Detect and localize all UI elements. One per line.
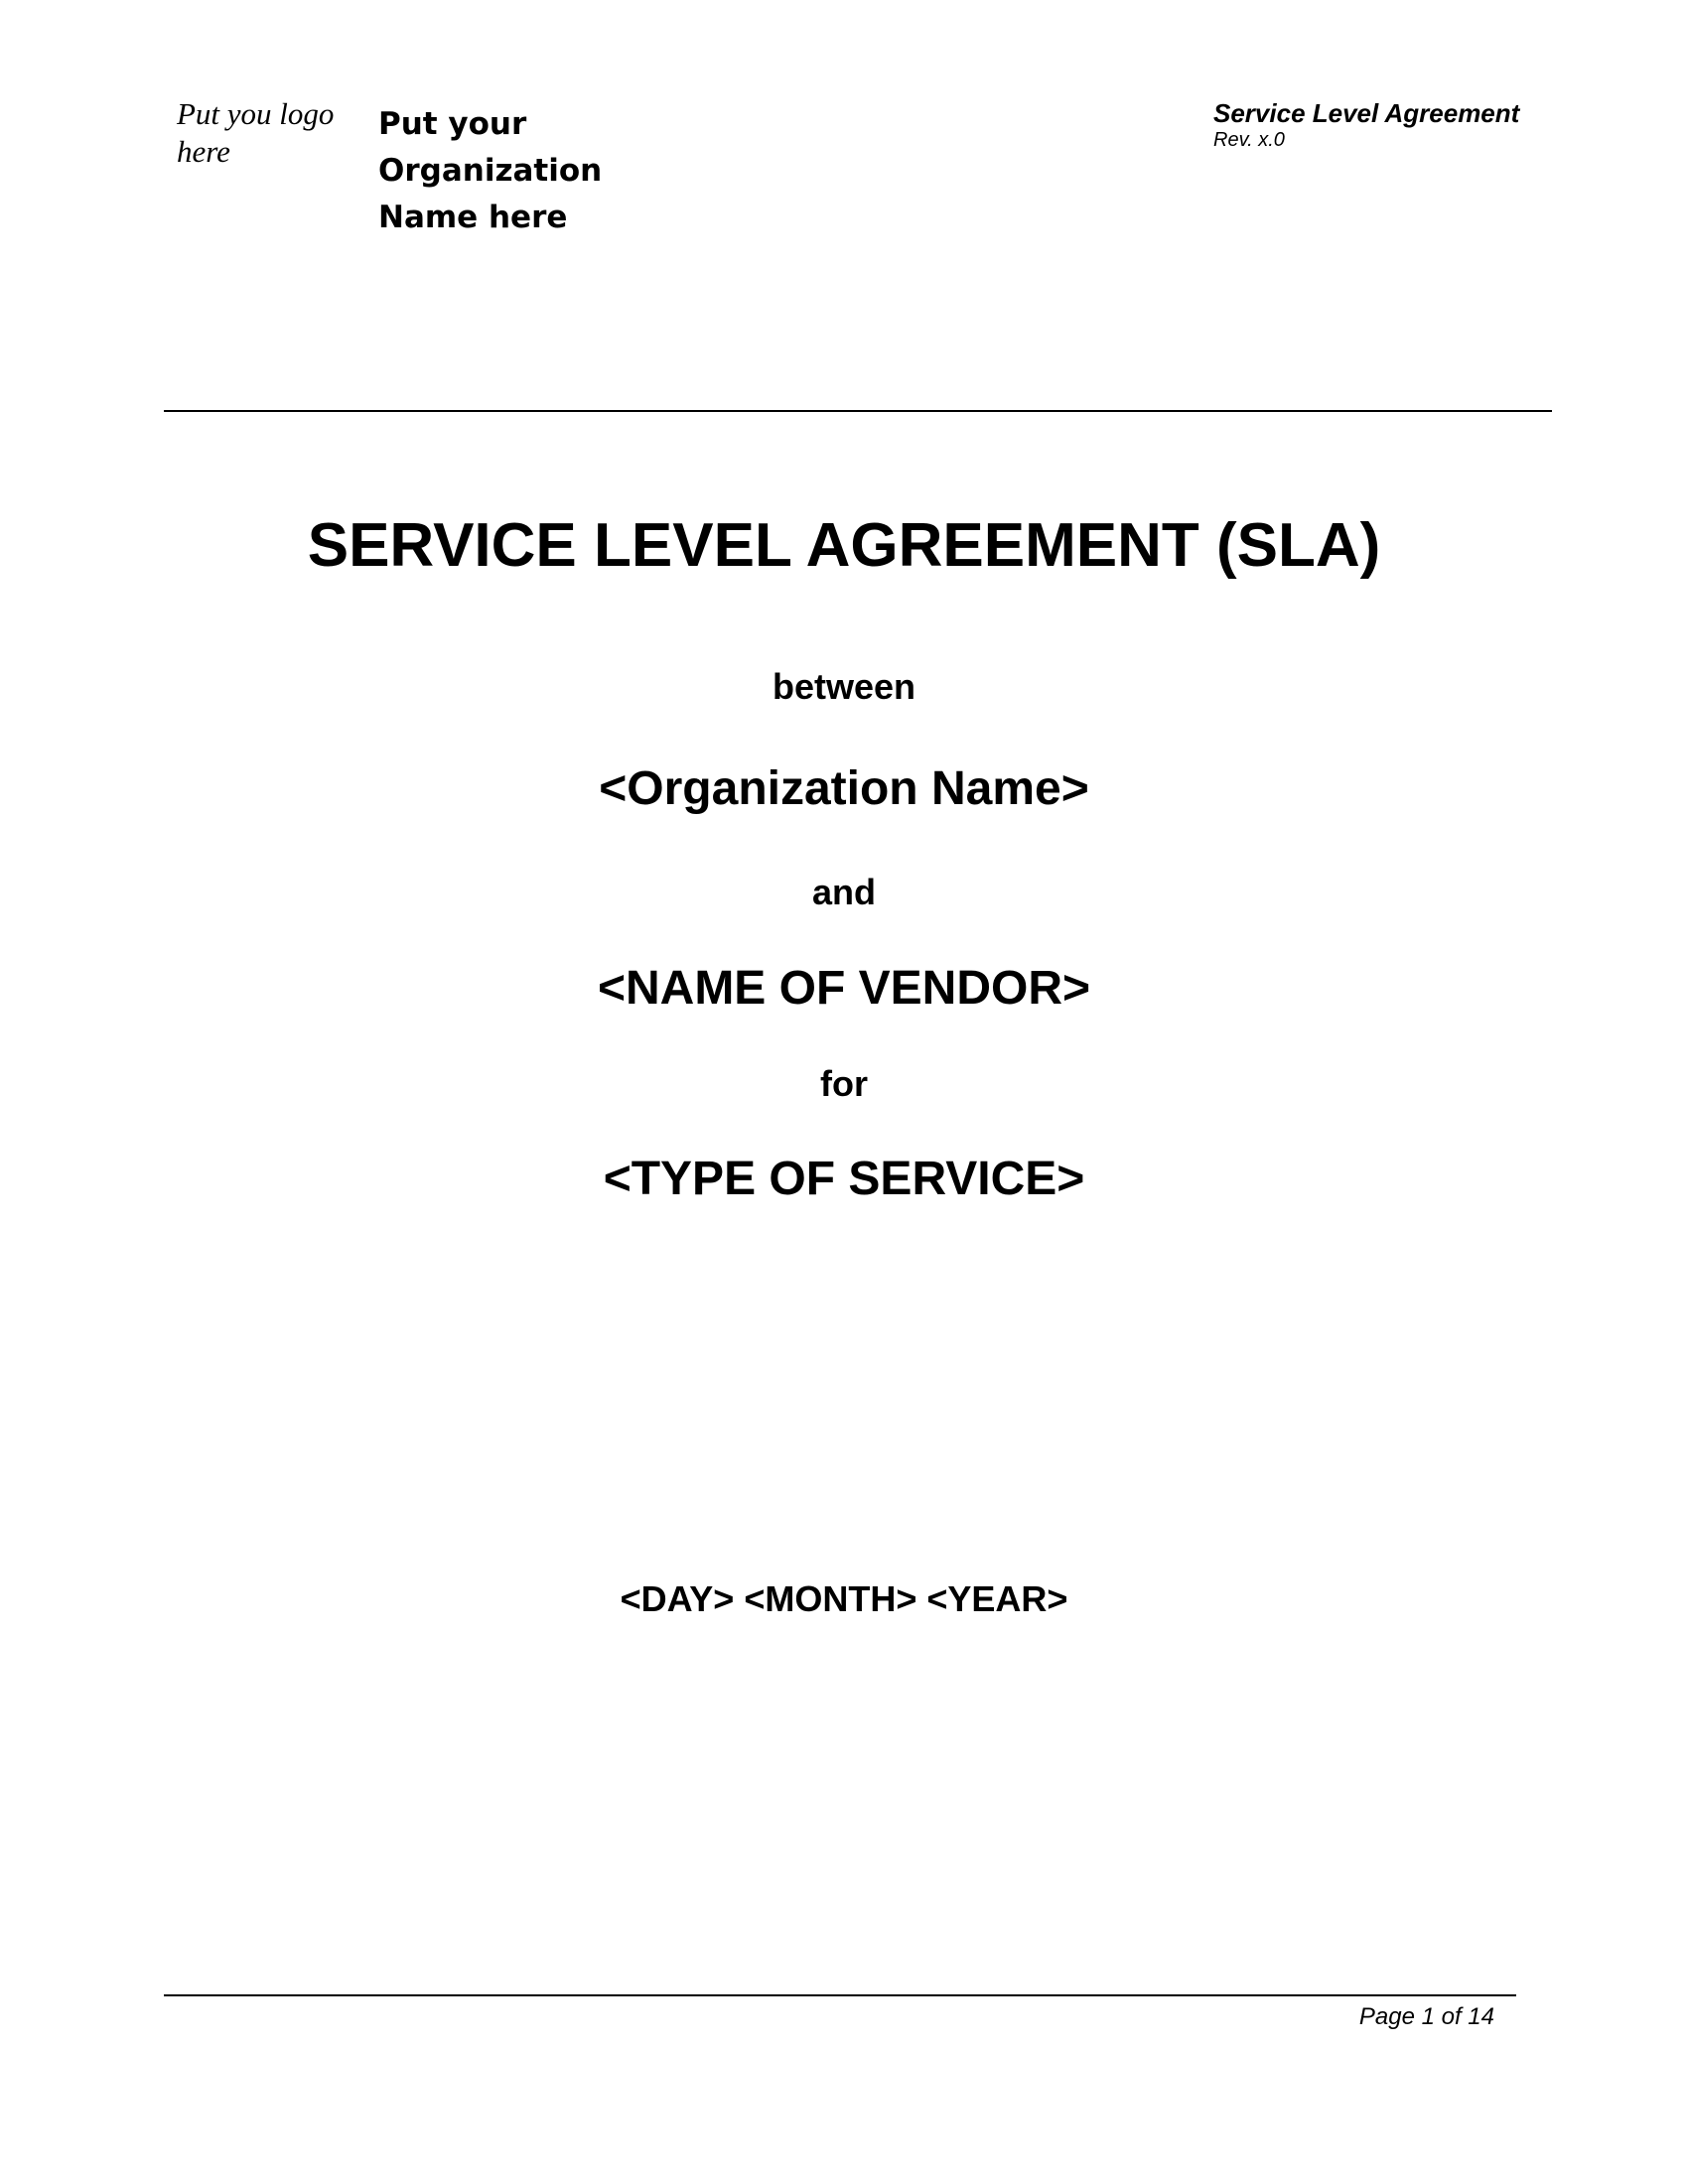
page-number: Page 1 of 14 [1358, 2003, 1494, 2030]
page-title: SERVICE LEVEL AGREEMENT (SLA) [307, 511, 1381, 580]
service-type: <TYPE OF SERVICE> [603, 1153, 1085, 1205]
header-divider [164, 410, 1552, 412]
footer-divider [164, 1994, 1516, 1996]
organization-name: <Organization Name> [599, 762, 1089, 815]
header-document-title: Service Level Agreement [1213, 98, 1520, 128]
between-label: between [772, 666, 916, 707]
and-label: and [811, 872, 876, 912]
agreement-date: <DAY> <MONTH> <YEAR> [620, 1578, 1068, 1619]
header-revision: Rev. x.0 [1213, 129, 1285, 151]
for-label: for [820, 1063, 868, 1104]
vendor-name: <NAME OF VENDOR> [597, 962, 1091, 1015]
logo-placeholder: Put you logo here [177, 96, 335, 169]
organization-name-placeholder: Put your Organization Name here [378, 106, 603, 235]
header-document-info [1213, 97, 1630, 151]
